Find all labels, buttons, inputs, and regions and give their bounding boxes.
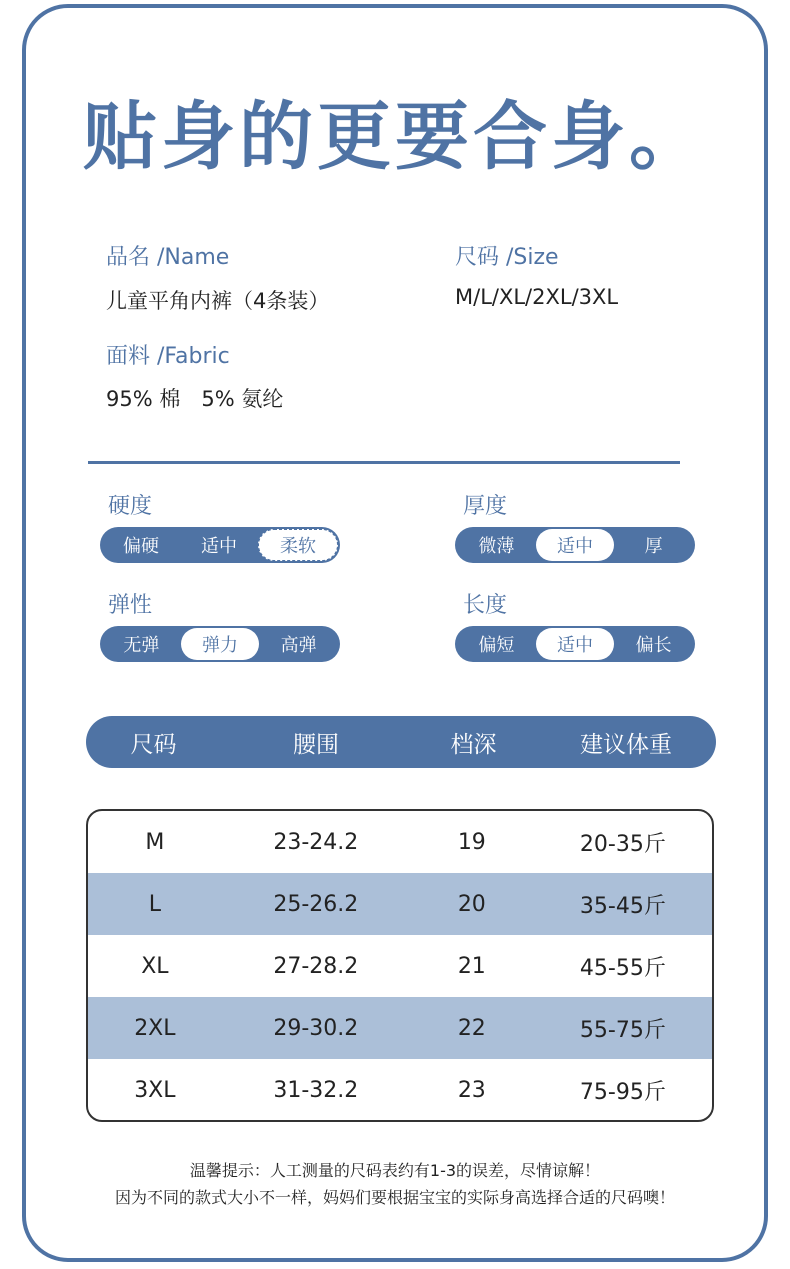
tip-line-1: 温馨提示：人工测量的尺码表约有1-3的误差，尽情谅解！ xyxy=(189,1161,601,1180)
table-cell: 23 xyxy=(457,1077,486,1103)
elasticity-label: 弹性 xyxy=(108,593,153,618)
size-value: M/L/XL/2XL/3XL xyxy=(455,285,619,309)
elasticity-option-3: 高弹 xyxy=(280,635,317,656)
table-cell: 55-75斤 xyxy=(579,1017,666,1043)
length-option-2-selected: 适中 xyxy=(536,628,615,660)
fabric-value: 95% 棉 5% 氨纶 xyxy=(106,387,284,411)
table-cell: 75-95斤 xyxy=(579,1079,666,1105)
table-cell: 3XL xyxy=(134,1077,176,1103)
hardness-option-2: 适中 xyxy=(201,536,237,557)
thickness-option-1: 微薄 xyxy=(478,536,515,557)
table-cell: 45-55斤 xyxy=(579,955,666,981)
table-cell: 21 xyxy=(457,953,486,979)
length-option-3: 偏长 xyxy=(635,635,672,656)
size-label: 尺码 /Size xyxy=(455,245,559,270)
size-table-header xyxy=(86,716,716,768)
table-cell: 19 xyxy=(457,829,486,855)
hardness-option-1: 偏硬 xyxy=(123,536,159,557)
name-value: 儿童平角内裤（4条装） xyxy=(106,289,330,313)
header-rise: 档深 xyxy=(450,731,497,758)
thickness-option-3: 厚 xyxy=(644,536,663,557)
table-cell: XL xyxy=(141,953,169,979)
length-option-1: 偏短 xyxy=(478,635,515,656)
hardness-option-3-selected: 柔软 xyxy=(258,529,338,561)
table-row xyxy=(88,1059,712,1121)
size-table xyxy=(86,809,714,1122)
thickness-scale xyxy=(455,527,695,563)
thickness-label: 厚度 xyxy=(463,494,508,519)
thickness-option-2-selected: 适中 xyxy=(536,529,615,561)
header-size: 尺码 xyxy=(130,731,177,758)
table-cell: 20 xyxy=(457,891,486,917)
hardness-label: 硬度 xyxy=(108,494,153,519)
table-cell: 29-30.2 xyxy=(273,1015,359,1041)
table-row xyxy=(88,873,712,935)
table-cell: 23-24.2 xyxy=(273,829,359,855)
tip-line-2: 因为不同的款式大小不一样，妈妈们要根据宝宝的实际身高选择合适的尺码噢！ xyxy=(114,1188,675,1207)
fabric-label: 面料 /Fabric xyxy=(106,344,230,369)
table-row xyxy=(88,811,712,873)
name-label: 品名 /Name xyxy=(106,245,230,270)
length-label: 长度 xyxy=(463,593,508,618)
hardness-scale xyxy=(100,527,340,563)
table-cell: 31-32.2 xyxy=(273,1077,359,1103)
page-title: 贴身的更要合身。 xyxy=(83,94,707,180)
table-cell: M xyxy=(145,829,165,855)
table-cell: 35-45斤 xyxy=(579,893,666,919)
divider xyxy=(88,461,680,464)
table-row xyxy=(88,935,712,997)
table-cell: 27-28.2 xyxy=(273,953,359,979)
table-cell: L xyxy=(148,891,161,917)
table-row xyxy=(88,997,712,1059)
elasticity-option-1: 无弹 xyxy=(123,635,160,656)
header-waist: 腰围 xyxy=(293,731,339,758)
header-weight: 建议体重 xyxy=(580,731,672,758)
length-scale xyxy=(455,626,695,662)
table-cell: 22 xyxy=(457,1015,486,1041)
table-cell: 2XL xyxy=(134,1015,176,1041)
table-cell: 20-35斤 xyxy=(579,831,666,857)
elasticity-scale xyxy=(100,626,340,662)
table-cell: 25-26.2 xyxy=(273,891,359,917)
elasticity-option-2-selected: 弹力 xyxy=(181,628,260,660)
